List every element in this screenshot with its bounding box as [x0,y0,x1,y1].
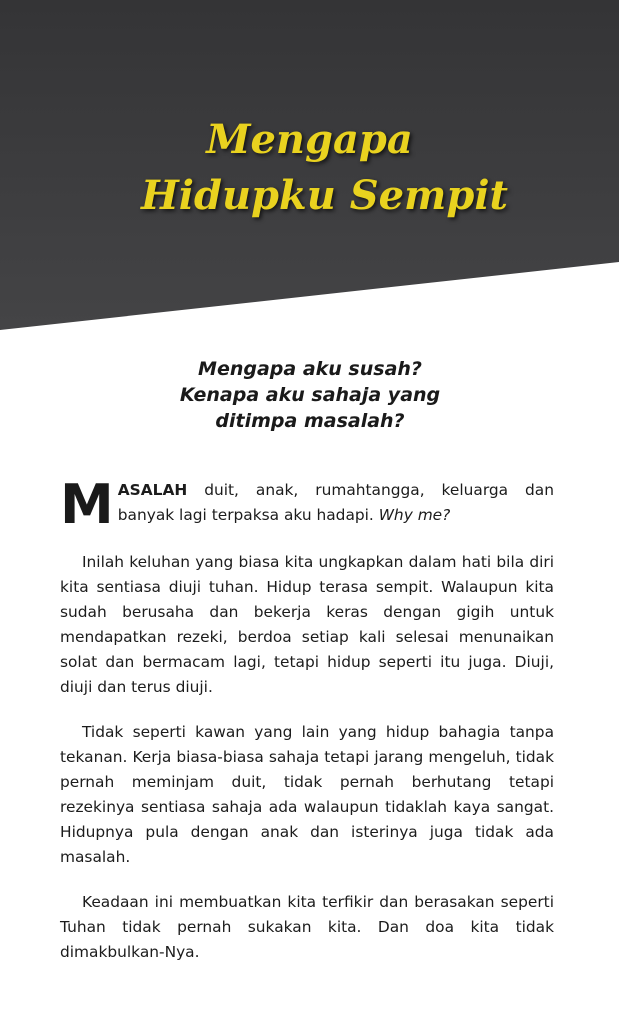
subheading-line-1: Mengapa aku susah? [198,358,422,380]
drop-cap: M [60,473,114,536]
chapter-title-line-1: Mengapa [206,116,413,163]
subheading [110,356,510,434]
chapter-title [0,112,619,224]
paragraph-1-text: duit, anak, rumahtangga, keluarga dan banyak lagi terpaksa aku hadapi. [117,481,554,524]
paragraph-3: Tidak seperti kawan yang lain yang hidup bahagia tanpa tekanan. Kerja biasa-biasa sahaja tetapi jarang mengeluh, tidak pernah meminjam duit, tidak pernah berhutang tetapi rezekinya sentiasa sahaja ada walaupun tidaklah kaya sangat. Hidupnya pula dengan anak dan isterinya juga tidak ada masalah. [60,723,554,866]
paragraph-2: Inilah keluhan yang biasa kita ungkapkan dalam hati bila diri kita sentiasa diuji tuhan. Hidup terasa sempit. Walaupun kita sudah berusaha dan bekerja keras dengan gigih untuk mendapatkan rezeki, berdoa setiap kali selesai menunaikan solat dan bermacam lagi, tetapi hidup seperti itu juga. Diuji, diuji dan terus diuji. [60,553,554,696]
paragraph-1 [60,473,554,536]
subheading-line-2: Kenapa aku sahaja yang [179,384,441,406]
body-text [60,473,554,985]
why-me-italic: Why me? [378,506,451,524]
paragraph-4: Keadaan ini membuatkan kita terfikir dan berasakan seperti Tuhan tidak pernah sukakan kita. Dan doa kita tidak dimakbulkan-Nya. [60,893,554,961]
lead-word: ASALAH [117,481,188,499]
chapter-title-line-2: Hidupku Sempit [140,172,509,219]
subheading-line-3: ditimpa masalah? [215,410,405,432]
